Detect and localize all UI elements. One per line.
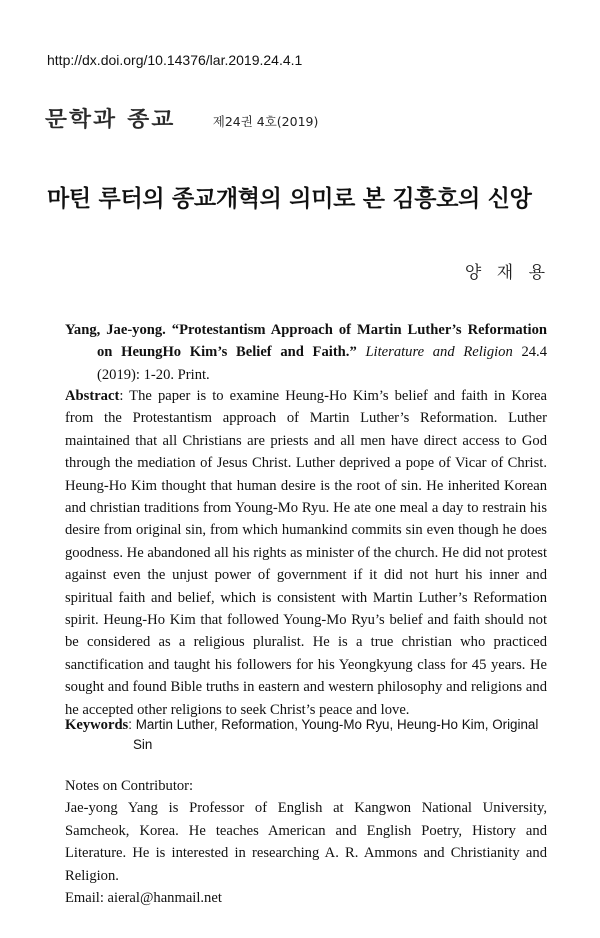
citation-details: 24.4 (2019): 1-20. Print.: [97, 344, 547, 383]
contributor-email[interactable]: Email: aieral@hanmail.net: [65, 890, 222, 907]
author-name: 양 재 용: [464, 263, 550, 283]
abstract-text: : The paper is to examine Heung-Ho Kim’s belief and faith in Korea from the Protestantism approach of Martin Luther’s Reformation. Luther maintained that all Christians are priests and all men have direct access to God through the mediation of Jesus Christ. Luther deprived a pope of Vicar of Christ. Heung-Ho Kim thought that human desire is the root of sin. He inherited Korean and christian traditions from Young-Mo Ryu. He ate one meal a day to restrain his desire from original sin, from which humankind commits sin even though he does goodness. He abandoned all his rights as minister of the church. He did not protest against even the unjust power of government if it did not hurt his inner and spiritual faith and belief, which is consistent with Martin Luther’s Reformation spirit. Heung-Ho Kim that followed Young-Mo Ryu’s belief and faith should not be considered as a religious pluralist. He is a true christian who practiced sanctification and taught his followers for his Yeongkyung class for 45 years. He sought and found Bible truths in eastern and western philosophy and religions and he accepted other religions to seek Christ’s peace and love.: [65, 388, 547, 718]
citation-authors-title: Yang, Jae-yong. “Protestantism Approach of Martin Luther’s Reformation on HeungHo Kim’s Belief and Faith.”: [65, 322, 547, 361]
doi-link[interactable]: http://dx.doi.org/10.14376/lar.2019.24.4.1: [47, 52, 303, 68]
keywords: [65, 715, 547, 755]
abstract: [65, 385, 547, 721]
keywords-line-1: : Martin Luther, Reformation, Young-Mo Ryu, Heung-Ho Kim, Original: [128, 717, 539, 732]
journal-header: [45, 103, 318, 133]
keywords-label: Keywords: [65, 717, 129, 733]
citation-journal: Literature and Religion: [365, 344, 513, 361]
issue-info: 제24권 4호(2019): [212, 114, 319, 129]
paper-title: 마틴 루터의 종교개혁의 의미로 본 김흥호의 신앙: [47, 186, 532, 212]
notes-heading: Notes on Contributor:: [65, 778, 194, 794]
keywords-line-2: Sin: [133, 737, 153, 752]
notes-body: Jae-yong Yang is Professor of English at Kangwon National University, Samcheok, Korea. He teaches American and English Poetry, History and Literature. He is interested in researching A. R. Ammons and Christianity and Religion.: [65, 800, 547, 884]
abstract-label: Abstract: [65, 388, 120, 404]
citation: [65, 319, 547, 386]
journal-name: 문학과 종교: [45, 106, 176, 131]
contributor-notes: [65, 775, 547, 909]
